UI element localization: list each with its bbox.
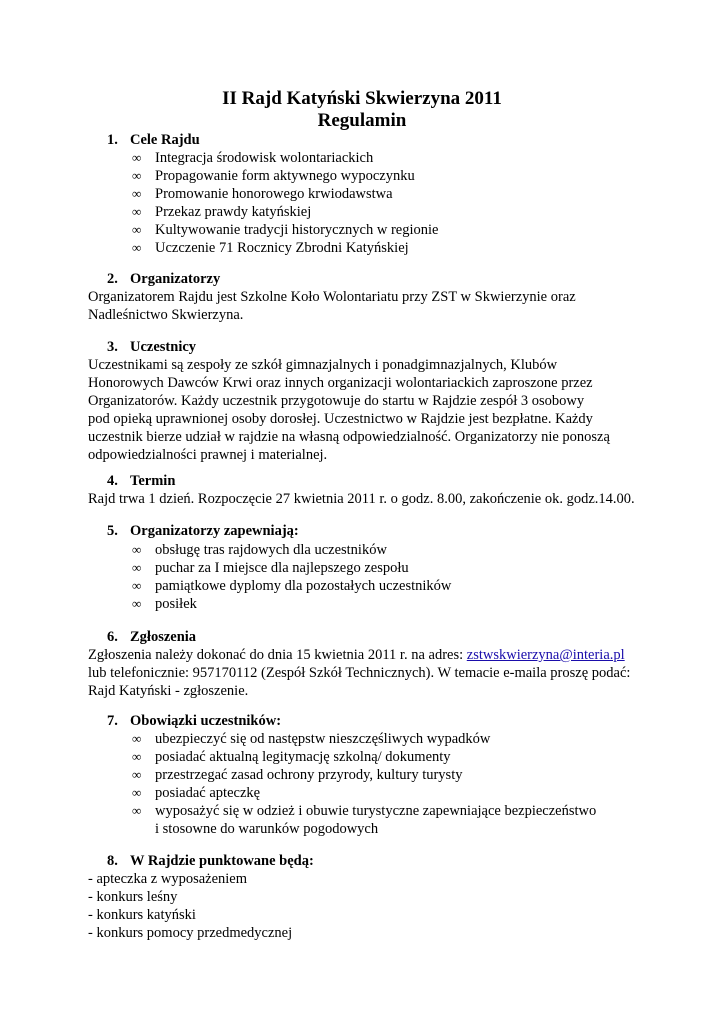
bullet-infinity-icon: ∞ (132, 785, 142, 800)
bullet-infinity-icon: ∞ (132, 767, 142, 782)
bullet-infinity-icon: ∞ (132, 150, 142, 165)
section-heading-zgloszenia: 6. Zgłoszenia (107, 629, 197, 645)
document-title: II Rajd Katyński Skwierzyna 2011 (222, 88, 502, 109)
bullet-infinity-icon: ∞ (132, 222, 142, 237)
list-item: ∞ Uczczenie 71 Rocznicy Zbrodni Katyńskiej (132, 240, 409, 256)
bullet-infinity-icon: ∞ (132, 578, 142, 593)
paragraph-line: Organizatorów. Każdy uczestnik przygotowuje do startu w Rajdzie zespół 3 osobowy (88, 393, 585, 409)
list-item: ∞ puchar za I miejsce dla najlepszego zespołu (132, 560, 409, 576)
paragraph-line: uczestnik bierze udział w rajdzie na własną odpowiedzialność. Organizatorzy nie ponoszą (88, 429, 610, 445)
list-item: ∞ przestrzegać zasad ochrony przyrody, kultury turysty (132, 767, 463, 783)
list-item: ∞ wyposażyć się w odzież i obuwie turystyczne zapewniające bezpieczeństwo (132, 803, 597, 819)
list-item: ∞ posiadać aktualną legitymację szkolną/ dokumenty (132, 749, 451, 765)
bullet-infinity-icon: ∞ (132, 749, 142, 764)
bullet-infinity-icon: ∞ (132, 596, 142, 611)
dash-list-item: - konkurs leśny (88, 889, 178, 905)
dash-list-item: - konkurs pomocy przedmedycznej (88, 925, 293, 941)
list-item: ∞ Przekaz prawdy katyńskiej (132, 204, 312, 220)
bullet-infinity-icon: ∞ (132, 542, 142, 557)
bullet-infinity-icon: ∞ (132, 560, 142, 575)
section-heading-cele: 1. Cele Rajdu (107, 132, 200, 148)
section-heading-termin: 4. Termin (107, 473, 176, 489)
paragraph-line: lub telefonicznie: 957170112 (Zespół Szkół Technicznych). W temacie e-maila proszę podać: (88, 665, 631, 681)
list-item: ∞ ubezpieczyć się od następstw nieszczęśliwych wypadków (132, 731, 491, 747)
document-subtitle: Regulamin (317, 110, 407, 131)
section-heading-uczestnicy: 3. Uczestnicy (107, 339, 197, 355)
list-item: ∞ Promowanie honorowego krwiodawstwa (132, 186, 393, 202)
list-item: ∞ pamiątkowe dyplomy dla pozostałych uczestników (132, 578, 452, 594)
section-heading-punktowane: 8. W Rajdzie punktowane będą: (107, 853, 314, 869)
paragraph-line: Rajd Katyński - zgłoszenie. (88, 683, 249, 699)
section-heading-obowiazki: 7. Obowiązki uczestników: (107, 713, 282, 729)
section-heading-zapewniaja: 5. Organizatorzy zapewniają: (107, 523, 299, 539)
paragraph-line: Zgłoszenia należy dokonać do dnia 15 kwietnia 2011 r. na adres: zstwskwierzyna@interia.pl (88, 647, 625, 663)
paragraph-line: Uczestnikami są zespoły ze szkół gimnazjalnych i ponadgimnazjalnych, Klubów (88, 357, 558, 373)
list-item: ∞ posiadać apteczkę (132, 785, 261, 801)
list-item: ∞ posiłek (132, 596, 197, 612)
paragraph-line: Rajd trwa 1 dzień. Rozpoczęcie 27 kwietnia 2011 r. o godz. 8.00, zakończenie ok. godz.14.00. (88, 491, 635, 507)
bullet-infinity-icon: ∞ (132, 240, 142, 255)
list-item: ∞ Propagowanie form aktywnego wypoczynku (132, 168, 415, 184)
list-item: ∞ Integracja środowisk wolontariackich (132, 150, 374, 166)
paragraph-line: Nadleśnictwo Skwierzyna. (88, 307, 244, 323)
dash-list-item: - konkurs katyński (88, 907, 196, 923)
paragraph-line: Honorowych Dawców Krwi oraz innych organizacji wolontariackich zaproszone przez (88, 375, 593, 391)
list-item-continuation: i stosowne do warunków pogodowych (155, 821, 379, 837)
bullet-infinity-icon: ∞ (132, 204, 142, 219)
bullet-infinity-icon: ∞ (132, 803, 142, 818)
list-item: ∞ obsługę tras rajdowych dla uczestników (132, 542, 387, 558)
paragraph-line: odpowiedzialności prawnej i materialnej. (88, 447, 328, 463)
dash-list-item: - apteczka z wyposażeniem (88, 871, 248, 887)
section-heading-organizatorzy: 2. Organizatorzy (107, 271, 221, 287)
bullet-infinity-icon: ∞ (132, 168, 142, 183)
paragraph-line: pod opieką uprawnionej osoby dorosłej. Uczestnictwo w Rajdzie jest bezpłatne. Każdy (88, 411, 593, 427)
list-item: ∞ Kultywowanie tradycji historycznych w regionie (132, 222, 439, 238)
bullet-infinity-icon: ∞ (132, 186, 142, 201)
email-link[interactable]: zstwskwierzyna@interia.pl (466, 647, 625, 663)
bullet-infinity-icon: ∞ (132, 731, 142, 746)
paragraph-line: Organizatorem Rajdu jest Szkolne Koło Wolontariatu przy ZST w Skwierzynie oraz (88, 289, 576, 305)
